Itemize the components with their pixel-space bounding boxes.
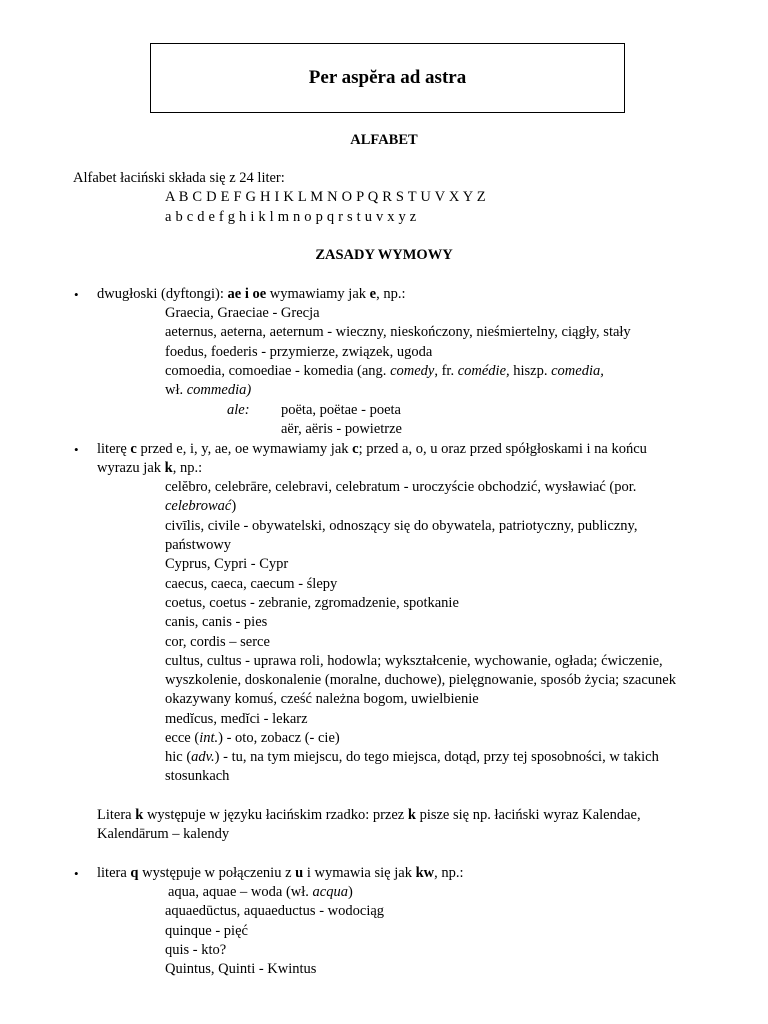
letter-c-rule: literę c przed e, i, y, ae, oe wymawiamy jak c; przed a, o, u oraz przed spółgłoskami i na końcu	[97, 441, 647, 457]
letter-c-example: cor, cordis – serce	[165, 634, 270, 650]
alfabet-heading: ALFABET	[350, 132, 418, 148]
letter-c-example: caecus, caeca, caecum - ślepy	[165, 576, 338, 592]
ale-label: ale:	[227, 402, 250, 418]
letter-c-example-cont: stosunkach	[165, 768, 230, 784]
diphthong-example: foedus, foederis - przymierze, związek, ugoda	[165, 344, 433, 360]
alfabet-lower: a b c d e f g h i k l m n o p q r s t u v x y z	[165, 209, 417, 225]
letter-c-example: celĕbro, celebrāre, celebravi, celebratum - uroczyście obchodzić, wysławiać (por.	[165, 479, 637, 495]
letter-c-example: coetus, coetus - zebranie, zgromadzenie, spotkanie	[165, 595, 459, 611]
letter-c-example: Cyprus, Cypri - Cypr	[165, 556, 289, 572]
diphthongs-rule: dwugłoski (dyftongi): ae i oe wymawiamy jak e, np.:	[97, 286, 406, 302]
letter-c-example: medĭcus, medĭci - lekarz	[165, 711, 308, 727]
bullet-diphthongs: •	[74, 287, 79, 302]
diphthong-example: Graecia, Graeciae - Grecja	[165, 305, 320, 321]
alfabet-intro: Alfabet łaciński składa się z 24 liter:	[73, 170, 285, 186]
letter-k-paragraph: Litera k występuje w języku łacińskim rzadko: przez k pisze się np. łaciński wyraz Kalendae,	[97, 807, 641, 823]
ale-example: poëta, poëtae - poeta	[281, 402, 401, 418]
letter-c-example: ecce (int.) - oto, zobacz (- cie)	[165, 730, 340, 746]
bullet-letter-q: •	[74, 866, 79, 881]
ale-example: aër, aëris - powietrze	[281, 421, 402, 437]
letter-c-example: cultus, cultus - uprawa roli, hodowla; wykształcenie, wychowanie, ogłada; ćwiczenie,	[165, 653, 663, 669]
letter-q-example: aqua, aquae – woda (wł. acqua)	[168, 884, 353, 900]
letter-q-rule: litera q występuje w połączeniu z u i wymawia się jak kw, np.:	[97, 865, 464, 881]
letter-c-example-cont: wyszkolenie, doskonalenie (moralne, duchowe), pielęgnowanie, sposób życia; szacunek	[165, 672, 676, 688]
alfabet-upper: A B C D E F G H I K L M N O P Q R S T U V X Y Z	[165, 189, 486, 205]
diphthong-example: comoedia, comoediae - komedia (ang. comedy, fr. comédie, hiszp. comedia,	[165, 363, 604, 379]
letter-q-example: Quintus, Quinti - Kwintus	[165, 961, 317, 977]
letter-q-example: aquaedūctus, aquaeductus - wodociąg	[165, 903, 385, 919]
letter-c-rule-cont: wyrazu jak k, np.:	[97, 460, 203, 476]
letter-c-example-cont: okazywany komuś, cześć należna bogom, uwielbienie	[165, 691, 479, 707]
diphthong-example-cont: wł. commedia)	[165, 382, 252, 398]
letter-k-paragraph-cont: Kalendārum – kalendy	[97, 826, 230, 842]
letter-c-example: hic (adv.) - tu, na tym miejscu, do tego miejsca, dotąd, przy tej sposobności, w takich	[165, 749, 659, 765]
letter-q-example: quinque - pięć	[165, 923, 248, 939]
letter-c-example-cont: celebrować)	[165, 498, 237, 514]
title-box	[150, 43, 625, 113]
diphthong-example: aeternus, aeterna, aeternum - wieczny, nieskończony, nieśmiertelny, ciągły, stały	[165, 324, 631, 340]
letter-q-example: quis - kto?	[165, 942, 227, 958]
letter-c-example-cont: państwowy	[165, 537, 232, 553]
bullet-letter-c: •	[74, 442, 79, 457]
zasady-heading: ZASADY WYMOWY	[315, 247, 453, 263]
page-title: Per aspĕra ad astra	[308, 67, 467, 89]
letter-c-example: canis, canis - pies	[165, 614, 268, 630]
letter-c-example: civīlis, civile - obywatelski, odnoszący się do obywatela, patriotyczny, publiczny,	[165, 518, 638, 534]
